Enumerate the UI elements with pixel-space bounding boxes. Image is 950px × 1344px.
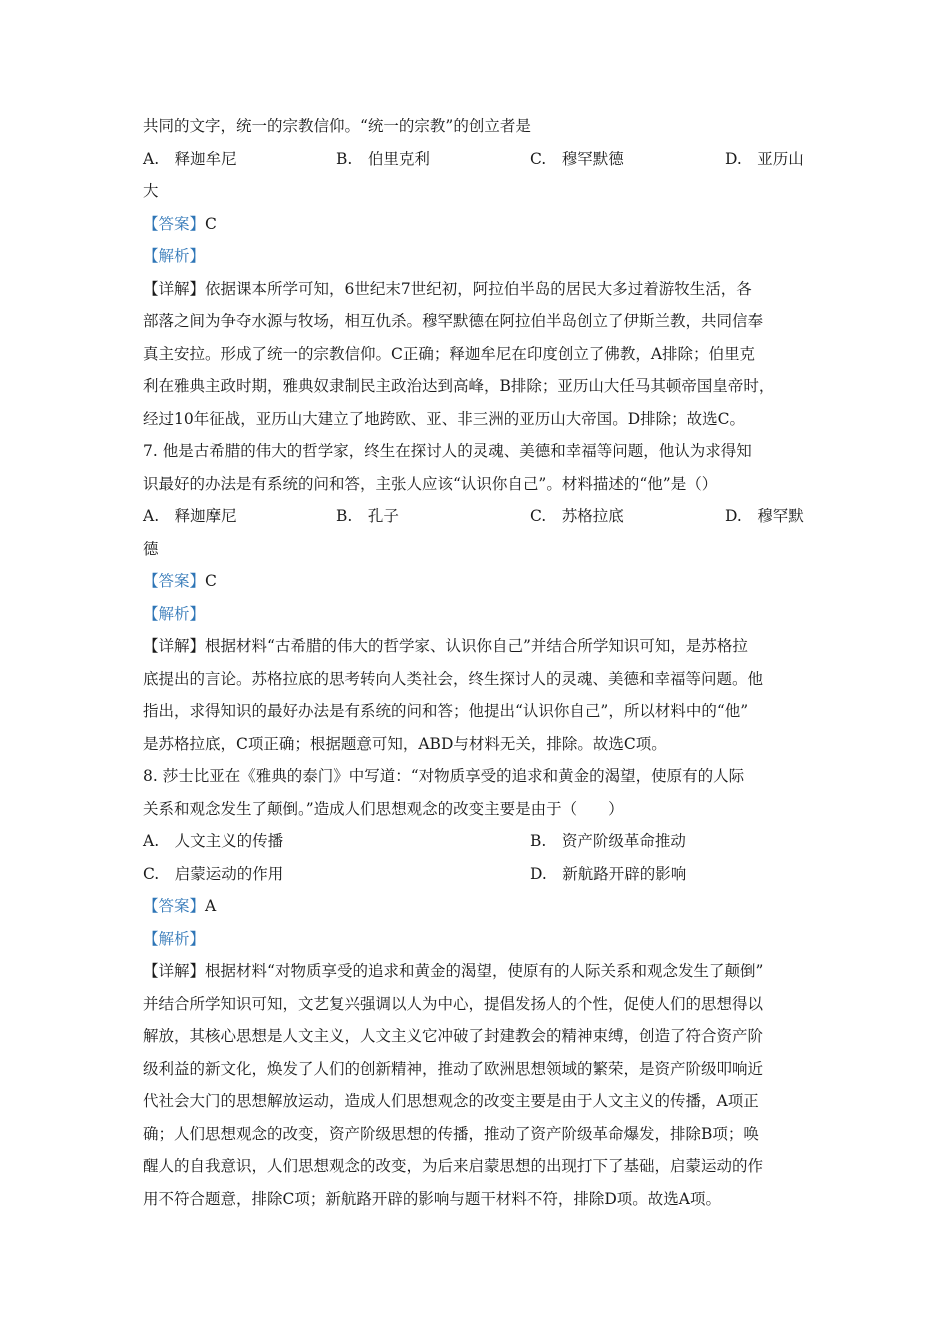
q6-detail-line: 部落之间为争夺水源与牧场，相互仇杀。穆罕默德在阿拉伯半岛创立了伊斯兰教，共同信奉 <box>143 312 764 330</box>
detail-tag: 【详解】 <box>143 637 206 655</box>
q8-option-d: D. 新航路开辟的影响 <box>530 864 687 883</box>
q6-analysis <box>143 240 808 273</box>
answer-value: A <box>205 897 217 915</box>
q6-option-d: D. 亚历山 <box>725 149 804 168</box>
q6-detail-line: 经过10年征战，亚历山大建立了地跨欧、亚、非三洲的亚历山大帝国。D排除；故选C。 <box>143 409 746 428</box>
q7-options <box>143 500 808 533</box>
q7-option-c: C. 苏格拉底 <box>530 507 624 525</box>
q8-detail-line: 级利益的新文化，焕发了人们的创新精神，推动了欧洲思想领域的繁荣，是资产阶级叩响近 <box>143 1059 764 1078</box>
q6-option-c: C. 穆罕默德 <box>530 149 624 168</box>
detail-text: 根据材料“对物质享受的追求和黄金的渴望，使原有的人际关系和观念发生了颠倒” <box>205 962 764 980</box>
q7-stem-line: 7. 他是古希腊的伟大的哲学家，终生在探讨人的灵魂、美德和幸福等问题，他认为求得知 <box>143 442 752 460</box>
q7-detail-line: 底提出的言论。苏格拉底的思考转向人类社会，终生探讨人的灵魂、美德和幸福等问题。他 <box>143 669 764 688</box>
q6-detail-line: 真主安拉。形成了统一的宗教信仰。C正确；释迦牟尼在印度创立了佛教，A排除；伯里克 <box>143 344 756 363</box>
q6-detail-line <box>143 273 808 306</box>
detail-text: 依据课本所学可知，6世纪末7世纪初，阿拉伯半岛的居民大多过着游牧生活，各 <box>205 279 752 298</box>
detail-tag: 【详解】 <box>143 962 206 980</box>
q8-detail-line: 代社会大门的思想解放运动，造成人们思想观念的改变主要是由于人文主义的传播，A项正 <box>143 1092 759 1110</box>
q7-answer <box>143 565 808 598</box>
q7-detail-line: 指出，求得知识的最好办法是有系统的问和答；他提出“认识你自己”，所以材料中的“他” <box>143 702 749 720</box>
answer-tag: 【答案】 <box>143 897 206 915</box>
q7-analysis <box>143 598 808 631</box>
q6-option-b: B. 伯里克利 <box>336 149 430 168</box>
detail-tag: 【详解】 <box>143 279 206 298</box>
q6-option-a: A. 释迦牟尼 <box>143 149 237 168</box>
q8-detail-line: 用不符合题意，排除C项；新航路开辟的影响与题干材料不符，排除D项。故选A项。 <box>143 1189 721 1208</box>
q8-stem-line: 关系和观念发生了颠倒。”造成人们思想观念的改变主要是由于（ ） <box>143 799 624 818</box>
detail-text: 根据材料“古希腊的伟大的哲学家、认识你自己”并结合所学知识可知，是苏格拉 <box>205 637 748 655</box>
q6-options <box>143 143 808 176</box>
q8-analysis <box>143 923 808 956</box>
q8-detail-line: 醒人的自我意识，人们思想观念的改变，为后来启蒙思想的出现打下了基础，启蒙运动的作 <box>143 1157 764 1175</box>
q8-detail-line <box>143 955 808 988</box>
answer-tag: 【答案】 <box>143 572 206 590</box>
q8-detail-line: 解放，其核心思想是人文主义，人文主义它冲破了封建教会的精神束缚，创造了符合资产阶 <box>143 1027 764 1045</box>
answer-value: C <box>205 572 217 590</box>
answer-tag: 【答案】 <box>143 214 206 233</box>
analysis-tag: 【解析】 <box>143 929 206 948</box>
analysis-tag: 【解析】 <box>143 247 206 265</box>
q8-option-a: A. 人文主义的传播 <box>143 832 284 850</box>
analysis-tag: 【解析】 <box>143 604 206 623</box>
q8-detail-line: 确；人们思想观念的改变，资产阶级思想的传播，推动了资产阶级革命爆发，排除B项；唤 <box>143 1124 759 1143</box>
q7-stem-line: 识最好的办法是有系统的问和答，主张人应该“认识你自己”。材料描述的“他”是（） <box>143 474 718 493</box>
document-content <box>143 110 808 1215</box>
q7-option-a: A. 释迦摩尼 <box>143 507 237 525</box>
q8-answer <box>143 890 808 923</box>
q7-option-d: D. 穆罕默 <box>725 507 804 525</box>
q7-detail-line: 是苏格拉底，C项正确；根据题意可知，ABD与材料无关，排除。故选C项。 <box>143 734 667 753</box>
q6-answer <box>143 208 808 241</box>
q6-option-wrap: 大 <box>143 182 159 200</box>
q6-stem-tail: 共同的文字，统一的宗教信仰。“统一的宗教”的创立者是 <box>143 117 531 135</box>
q7-option-b: B. 孔子 <box>336 507 399 525</box>
answer-value: C <box>205 214 217 233</box>
q6-detail-line: 利在雅典主政时期，雅典奴隶制民主政治达到高峰，B排除；亚历山大任马其顿帝国皇帝时， <box>143 377 775 395</box>
q8-option-c: C. 启蒙运动的作用 <box>143 864 284 883</box>
q8-option-b: B. 资产阶级革命推动 <box>530 832 686 850</box>
q8-detail-line: 并结合所学知识可知，文艺复兴强调以人为中心，提倡发扬人的个性，促使人们的思想得以 <box>143 994 764 1013</box>
q7-detail-line <box>143 630 808 663</box>
q7-option-wrap: 德 <box>143 539 159 558</box>
q8-stem-line: 8. 莎士比亚在《雅典的泰门》中写道：“对物质享受的追求和黄金的渴望，使原有的人际 <box>143 767 745 785</box>
q8-options-row-2 <box>143 858 808 891</box>
q8-options-row-1 <box>143 825 808 858</box>
